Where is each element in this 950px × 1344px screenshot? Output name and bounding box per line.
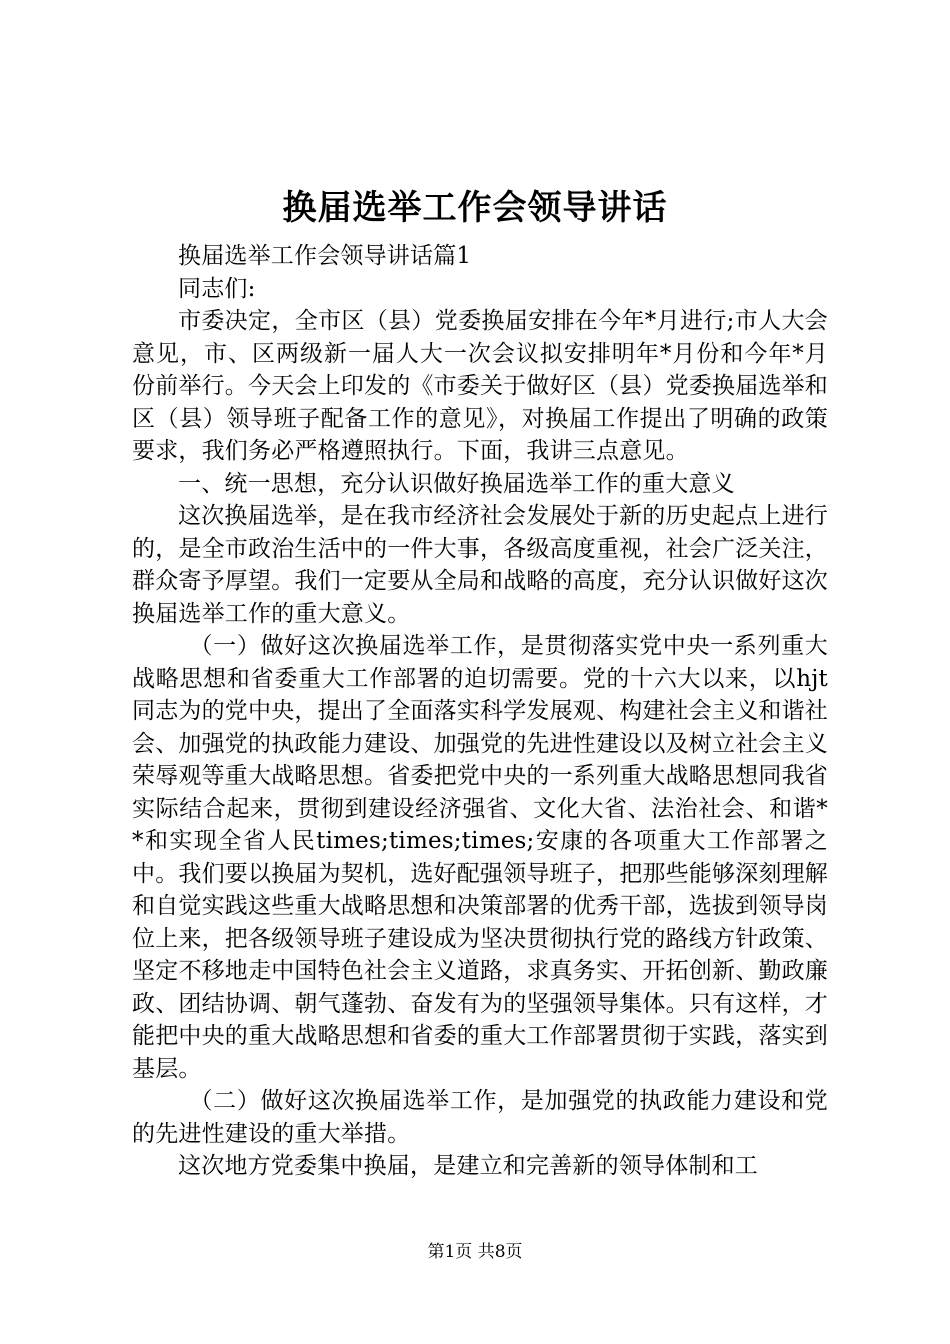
paragraph-point-1: （一）做好这次换届选举工作，是贯彻落实党中央一系列重大战略思想和省委重大工作部署的迫切需要。党的十六大以来，以hjt同志为的党中央，提出了全面落实科学发展观、构建社会主义和谐社会、加强党的执政能力建设、加强党的先进性建设以及树立社会主义荣辱观等重大战略思想。省委把党中央的一系列重大战略思想同我省实际结合起来，贯彻到建设经济强省、文化大省、法治社会、和谐**和实现全省人民times;times;times;安康的各项重大工作部署之中。我们要以换届为契机，选好配强领导班子，把那些能够深刻理解和自觉实践这些重大战略思想和决策部署的优秀干部，选拔到领导岗位上来，把各级领导班子建设成为坚决贯彻执行党的路线方针政策、坚定不移地走中国特色社会主义道路，求真务实、开拓创新、勤政廉政、团结协调、朝气蓬勃、奋发有为的坚强领导集体。只有这样，才能把中央的重大战略思想和省委的重大工作部署贯彻于实践，落实到基层。 [132,633,828,1082]
paragraph-section-1: 这次换届选举，是在我市经济社会发展处于新的历史起点上进行的，是全市政治生活中的一件大事，各级高度重视，社会广泛关注，群众寄予厚望。我们一定要从全局和战略的高度，充分认识做好这次换届选举工作的重大意义。 [132,503,828,627]
page-number-footer: 第1页 共8页 [427,1242,523,1262]
section-heading-1: 一、统一思想，充分认识做好换届选举工作的重大意义 [178,470,735,497]
paragraph-salutation: 同志们: [178,275,256,302]
paragraph-intro: 市委决定，全市区（县）党委换届安排在今年*月进行;市人大会意见，市、区两级新一届人大一次会议拟安排明年*月份和今年*月份前举行。今天会上印发的《市委关于做好区（县）党委换届选举和区（县）领导班子配备工作的意见》，对换届工作提出了明确的政策要求，我们务必严格遵照执行。下面，我讲三点意见。 [132,308,828,464]
paragraph-continuation: 这次地方党委集中换届，是建立和完善新的领导体制和工 [178,1153,758,1179]
paragraph-point-2: （二）做好这次换届选举工作，是加强党的执政能力建设和党的先进性建设的重大举措。 [132,1088,828,1147]
paragraph-subtitle: 换届选举工作会领导讲话篇1 [178,243,472,269]
document-body [132,240,828,1183]
document-title: 换届选举工作会领导讲话 [282,188,668,228]
